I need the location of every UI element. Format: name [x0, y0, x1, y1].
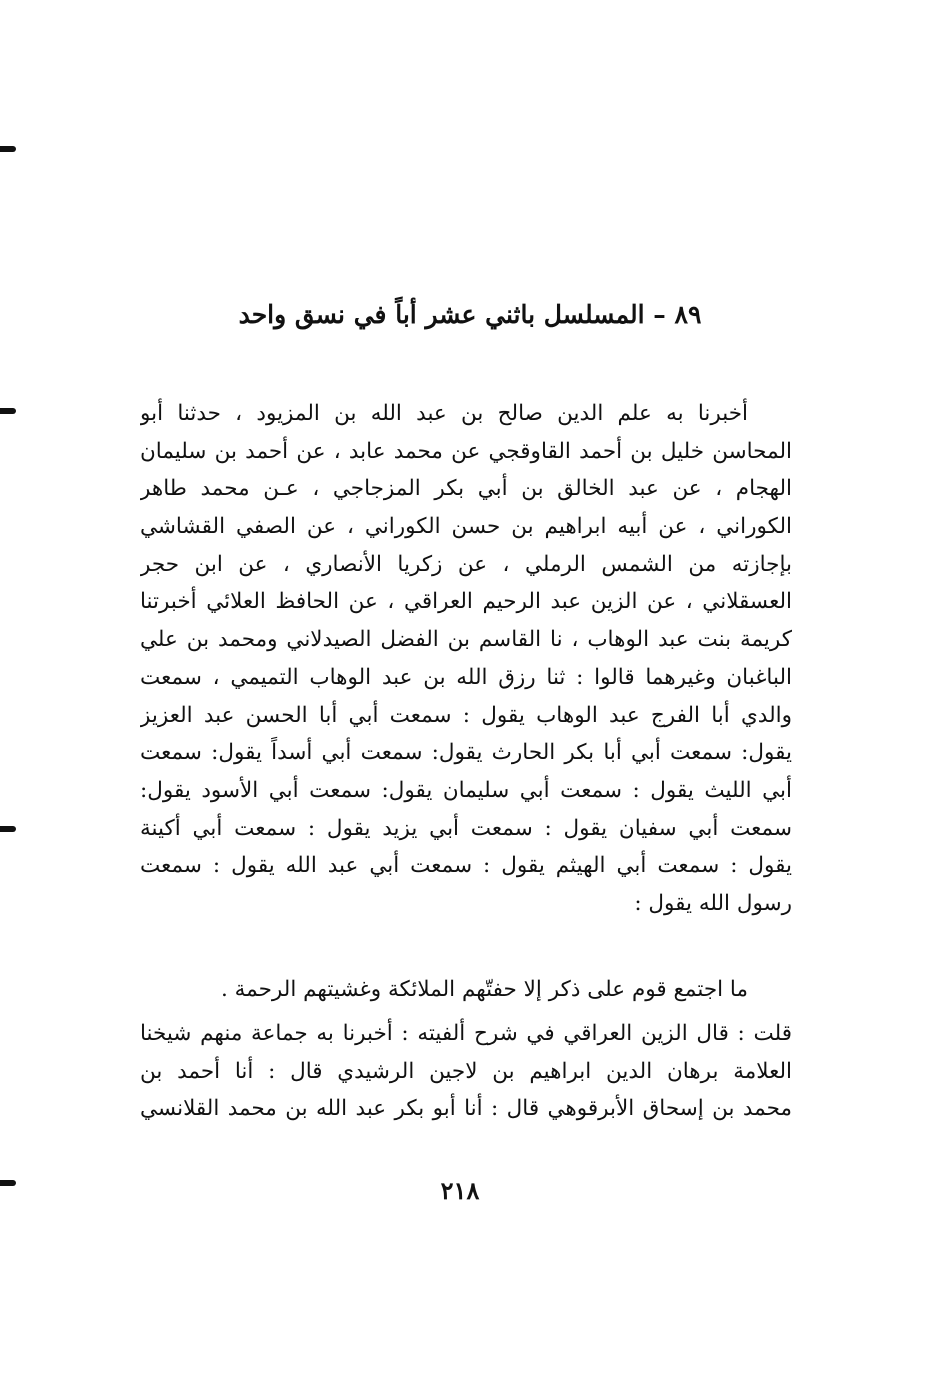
text-line: كريمة بنت عبد الوهاب ، نا القاسم بن الفضل الصيدلاني ومحمد بن علي: [140, 627, 792, 653]
text-line: العسقلاني ، عن الزين عبد الرحيم العراقي ، عن الحافظ العلائي أخبرتنا: [140, 589, 792, 615]
text-line: بإجازته من الشمس الرملي ، عن زكريا الأنصاري ، عن ابن حجر: [140, 551, 792, 577]
text-line: سمعت أبي سفيان يقول : سمعت أبي يزيد يقول : سمعت أبي أكينة: [140, 815, 792, 841]
text-line: أبي الليث يقول : سمعت أبي سليمان يقول: سمعت أبي الأسود يقول:: [140, 777, 792, 803]
text-line: الكوراني ، عن أبيه ابراهيم بن حسن الكوراني ، عن الصفي القشاشي: [140, 514, 792, 540]
text-line: المحاسن خليل بن أحمد القاوقجي عن محمد عابد ، عن أحمد بن سليمان: [140, 438, 792, 464]
text-line: والدي أبا الفرج عبد الوهاب يقول : سمعت أبي أبا الحسن عبد العزيز: [140, 702, 792, 728]
text-line: العلامة برهان الدين ابراهيم بن لاجين الرشيدي قال : أنا أحمد بن: [140, 1058, 792, 1084]
text-line: يقول : سمعت أبي الهيثم يقول : سمعت أبي عبد الله يقول : سمعت: [140, 853, 792, 879]
text-line: الهجام ، عن عبد الخالق بن أبي بكر المزجاجي ، عـن محمد طاهر: [140, 476, 792, 502]
chain-of-narration-paragraph: [140, 395, 792, 923]
margin-ink-mark: [0, 826, 16, 832]
text-line: قلت : قال الزين العراقي في شرح ألفيته : أخبرنا به جماعة منهم شيخنا: [140, 1021, 792, 1046]
margin-ink-mark: [0, 408, 16, 414]
margin-ink-mark: [0, 146, 16, 152]
hadith-line: ما اجتمع قوم على ذكر إلا حفتّهم الملائكة وغشيتهم الرحمة .: [220, 977, 748, 1002]
section-heading: ٨٩ – المسلسل باثني عشر أباً في نسق واحد: [238, 300, 702, 329]
text-line: أخبرنا به علم الدين صالح بن عبد الله بن المزيود ، حدثنا أبو: [140, 401, 748, 426]
text-line: رسول الله يقول :: [634, 890, 792, 916]
text-line: يقول: سمعت أبي أبا بكر الحارث يقول: سمعت أبي أسداً يقول: سمعت: [140, 740, 792, 766]
text-line: الباغبان وغيرهما قالوا : ثنا رزق الله بن عبد الوهاب التميمي ، سمعت: [140, 664, 792, 690]
page-number: ٢١٨: [440, 1176, 480, 1205]
hadith-text: [140, 971, 792, 1009]
commentary-paragraph: [140, 1015, 792, 1128]
text-line: محمد بن إسحاق الأبرقوهي قال : أنا أبو بكر عبد الله بن محمد القلانسي: [140, 1096, 792, 1122]
margin-ink-mark: [0, 1180, 16, 1186]
